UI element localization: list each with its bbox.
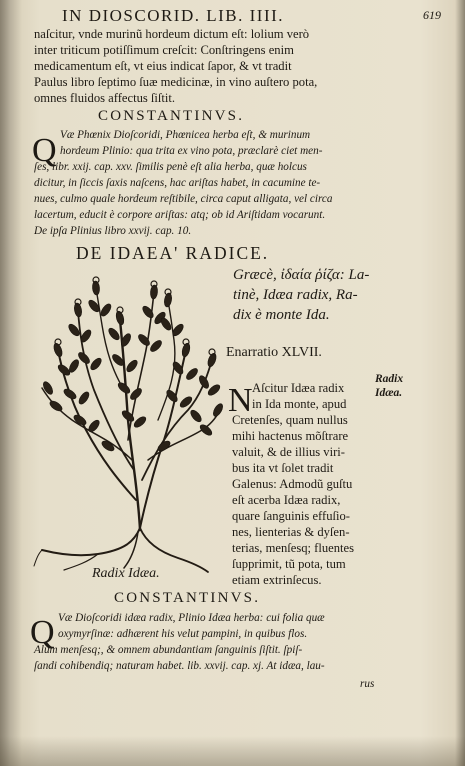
chapter-body-line-13: etiam extrinſecus. [232,573,322,587]
constantinus-1-line-5: nues, culmo quale hordeum reſtibile, circa caput alligata, vel circa [34,193,333,205]
top-text-line-3: medicamentum eſt, vt eius indicat ſapor, & vt tradit [34,59,292,73]
greek-name-line-2: tinè, Idæa radix, Ra- [233,287,358,303]
constantinus-1-line-7: De ipſa Plinius libro xxvij. cap. 10. [34,225,192,237]
chapter-body-line-9: quare ſanguinis effuſio- [232,509,350,523]
chapter-body-line-3: Cretenſes, quam nullus [232,413,348,427]
margin-note-line-2: Idæa. [375,387,403,399]
dropcap-q-1: Q [32,132,57,169]
page-gutter-shadow [0,0,22,766]
enarratio-heading: Enarratio XLVII. [226,345,322,360]
chapter-title: DE IDAEA' RADICE. [76,243,270,263]
constantinus-2-line-3: Alum menſesq;, & omnem abundantiam ſanguinis ſiſtit. ſpiſ- [34,644,303,656]
dropcap-n: N [228,382,253,419]
greek-name-line-1: Græcè, ἰδαία ῥίζα: La- [233,267,370,283]
radix-idaea-woodcut [28,270,223,575]
constantinus-2-line-4: ſandi cohibendiq; naturam habet. lib. xxvij. cap. xj. At idæa, lau- [34,660,325,672]
section-heading-constantinus-1: CONSTANTINVS. [98,108,245,124]
chapter-body-line-10: nes, lienterias & dyſen- [232,525,350,539]
greek-name-line-3: dix è monte Ida. [233,307,330,323]
chapter-body-line-2: in Ida monte, apud [252,397,347,411]
chapter-body-line-12: ſupprimit, tũ pota, tum [232,557,346,571]
top-text-line-5: omnes fluidos affectus ſiſtit. [34,91,176,105]
top-text-line-1: naſcitur, vnde murinũ hordeum dictum eſt: lolium verò [34,27,310,41]
chapter-body-line-5: valuit, & de illius viri- [232,445,345,459]
chapter-body-line-11: terias, menſesq; fluentes [232,541,355,555]
constantinus-1-line-2: hordeum Plinio: qua trita ex vino pota, præclarè ciet men- [60,145,323,157]
top-text-line-2: inter triticum potiſſimum creſcit: Conſtringens enim [34,43,294,57]
margin-note-line-1: Radix [375,373,404,385]
running-head: IN DIOSCORID. LIB. IIII. [62,6,285,25]
constantinus-1-line-3: ſes, libr. xxij. cap. xxv. ſimilis penè eſt alia herba, quæ holcus [34,161,307,173]
dropcap-q-2: Q [30,614,55,651]
figure-caption: Radix Idæa. [92,566,160,581]
chapter-body-line-4: mihi hactenus mõſtrare [232,429,349,443]
constantinus-2-line-1: Væ Dioſcoridi idæa radix, Plinio Idæa herba: cui folia quæ [58,612,325,624]
page-number: 619 [423,8,441,22]
chapter-body-line-6: bus ita vt ſolet tradit [232,461,334,475]
chapter-body-line-7: Galenus: Admodũ guſtu [232,477,353,491]
constantinus-1-line-1: Væ Phœnix Dioſcoridi, Phœnicea herba eſt, & murinum [60,129,311,141]
catchword: rus [360,678,375,690]
section-heading-constantinus-2: CONSTANTINVS. [114,590,261,606]
page-bottom-shadow [0,736,465,766]
constantinus-1-line-6: lacertum, educit è corpore ariſtas: atq; ob id Ariſtidam vocarunt. [34,209,326,221]
chapter-body-line-1: Aſcitur Idæa radix [252,381,345,395]
constantinus-1-line-4: dicitur, in ſiccis ſaxis naſcens, hac ariſtas habet, in cacumine te- [34,177,321,189]
top-text-line-4: Paulus libro ſeptimo ſuæ medicinæ, in vino auſtero pota, [34,75,318,89]
chapter-body-line-8: eſt acerba Idæa radix, [232,493,341,507]
constantinus-2-line-2: oxymyrſinæ: adhærent his velut pampini, in quibus flos. [58,628,308,640]
